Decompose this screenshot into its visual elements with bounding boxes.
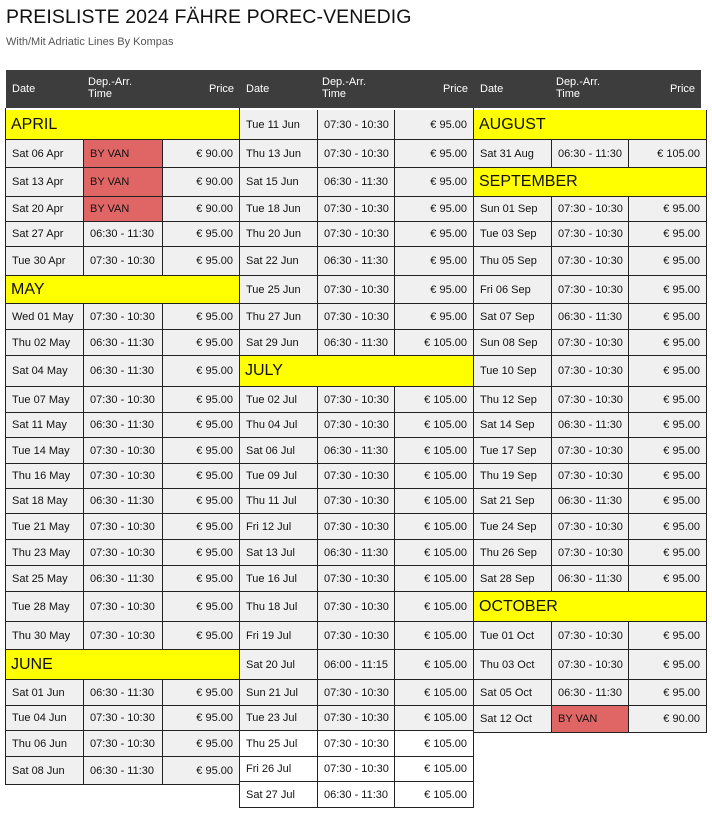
price-cell: € 95.00 [163, 622, 240, 650]
page-subtitle: With/Mit Adriatic Lines By Kompas [6, 36, 174, 48]
time-cell: 07:30 - 10:30 [84, 514, 163, 540]
price-cell: € 95.00 [629, 387, 707, 413]
time-cell: 07:30 - 10:30 [318, 757, 395, 782]
time-cell: 06:30 - 11:30 [552, 566, 629, 592]
date-cell: Thu 27 Jun [240, 304, 318, 330]
price-cell: € 95.00 [163, 592, 240, 622]
date-cell: Thu 20 Jun [240, 222, 318, 247]
price-cell: € 105.00 [395, 438, 474, 464]
price-cell: € 95.00 [629, 680, 707, 706]
date-cell: Sat 01 Jun [6, 680, 84, 706]
time-cell: 07:30 - 10:30 [318, 304, 395, 330]
date-cell: Tue 23 Jul [240, 706, 318, 731]
price-cell: € 95.00 [163, 514, 240, 540]
by-van-cell: BY VAN [552, 706, 629, 733]
date-cell: Thu 05 Sep [474, 247, 552, 276]
price-cell: € 105.00 [395, 757, 474, 782]
date-cell: Thu 16 May [6, 464, 84, 489]
time-cell: 07:30 - 10:30 [84, 706, 163, 731]
month-heading: JULY [240, 356, 474, 387]
date-cell: Tue 09 Jul [240, 464, 318, 489]
price-cell: € 95.00 [629, 438, 707, 464]
date-cell: Tue 04 Jun [6, 706, 84, 731]
date-cell: Sat 20 Apr [6, 197, 84, 222]
date-cell: Sun 21 Jul [240, 680, 318, 706]
date-cell: Sat 08 Jun [6, 757, 84, 785]
header-time: Dep.-Arr. Time [88, 76, 133, 100]
price-cell: € 95.00 [163, 464, 240, 489]
header-price: Price [669, 83, 695, 95]
date-cell: Tue 30 Apr [6, 247, 84, 276]
price-cell: € 95.00 [163, 731, 240, 757]
time-cell: 06:30 - 11:30 [318, 247, 395, 276]
time-cell: 07:30 - 10:30 [318, 413, 395, 438]
price-cell: € 105.00 [395, 540, 474, 566]
price-cell: € 105.00 [395, 387, 474, 413]
by-van-cell: BY VAN [84, 197, 163, 222]
time-cell: 07:30 - 10:30 [84, 387, 163, 413]
header-price: Price [208, 83, 234, 95]
price-cell: € 105.00 [395, 413, 474, 438]
header-date: Date [12, 83, 36, 95]
time-cell: 06:30 - 11:30 [318, 330, 395, 356]
price-cell: € 105.00 [395, 650, 474, 680]
time-cell: 06:30 - 11:30 [84, 413, 163, 438]
price-cell: € 95.00 [629, 514, 707, 540]
page-title: PREISLISTE 2024 FÄHRE POREC-VENEDIG [6, 6, 412, 28]
time-cell: 07:30 - 10:30 [84, 622, 163, 650]
month-heading: JUNE [6, 650, 240, 680]
time-cell: 06:30 - 11:30 [84, 356, 163, 387]
price-cell: € 95.00 [629, 330, 707, 356]
date-cell: Thu 26 Sep [474, 540, 552, 566]
price-cell: € 95.00 [395, 110, 474, 140]
month-heading: SEPTEMBER [474, 168, 707, 197]
time-cell: 07:30 - 10:30 [552, 330, 629, 356]
date-cell: Thu 30 May [6, 622, 84, 650]
time-cell: 06:30 - 11:30 [84, 489, 163, 514]
time-cell: 07:30 - 10:30 [318, 706, 395, 731]
time-cell: 06:30 - 11:30 [552, 680, 629, 706]
price-cell: € 95.00 [163, 706, 240, 731]
price-cell: € 95.00 [163, 247, 240, 276]
price-cell: € 105.00 [395, 731, 474, 757]
time-cell: 06:30 - 11:30 [84, 680, 163, 706]
time-cell: 07:30 - 10:30 [84, 304, 163, 330]
header-time: Dep.-Arr. Time [322, 76, 367, 100]
date-cell: Sat 13 Jul [240, 540, 318, 566]
price-cell: € 90.00 [629, 706, 707, 733]
price-cell: € 95.00 [163, 304, 240, 330]
price-cell: € 95.00 [163, 387, 240, 413]
date-cell: Sat 20 Jul [240, 650, 318, 680]
time-cell: 07:30 - 10:30 [552, 540, 629, 566]
date-cell: Sat 12 Oct [474, 706, 552, 733]
price-cell: € 95.00 [629, 197, 707, 222]
date-cell: Thu 11 Jul [240, 489, 318, 514]
time-cell: 07:30 - 10:30 [552, 464, 629, 489]
price-cell: € 95.00 [629, 304, 707, 330]
header-time: Dep.-Arr. Time [556, 76, 601, 100]
time-cell: 07:30 - 10:30 [552, 247, 629, 276]
date-cell: Sat 14 Sep [474, 413, 552, 438]
date-cell: Sat 06 Jul [240, 438, 318, 464]
date-cell: Tue 01 Oct [474, 622, 552, 650]
time-cell: 07:30 - 10:30 [84, 731, 163, 757]
time-cell: 07:30 - 10:30 [318, 387, 395, 413]
date-cell: Thu 18 Jul [240, 592, 318, 622]
price-cell: € 95.00 [629, 540, 707, 566]
date-cell: Sun 01 Sep [474, 197, 552, 222]
time-cell: 06:30 - 11:30 [318, 438, 395, 464]
date-cell: Thu 12 Sep [474, 387, 552, 413]
month-heading: MAY [6, 276, 240, 304]
date-cell: Tue 24 Sep [474, 514, 552, 540]
date-cell: Sat 31 Aug [474, 140, 552, 168]
time-cell: 06:30 - 11:30 [84, 757, 163, 785]
date-cell: Tue 07 May [6, 387, 84, 413]
price-cell: € 95.00 [163, 757, 240, 785]
month-heading: AUGUST [474, 110, 707, 140]
time-cell: 07:30 - 10:30 [318, 592, 395, 622]
date-cell: Fri 06 Sep [474, 276, 552, 304]
date-cell: Sat 25 May [6, 566, 84, 592]
price-cell: € 105.00 [395, 592, 474, 622]
date-cell: Sat 15 Jun [240, 168, 318, 197]
date-cell: Sun 08 Sep [474, 330, 552, 356]
time-cell: 06:30 - 11:30 [84, 330, 163, 356]
header-price: Price [442, 83, 468, 95]
time-cell: 07:30 - 10:30 [84, 438, 163, 464]
header-date: Date [246, 83, 270, 95]
date-cell: Fri 12 Jul [240, 514, 318, 540]
header-date: Date [480, 83, 504, 95]
date-cell: Thu 13 Jun [240, 140, 318, 168]
date-cell: Sat 04 May [6, 356, 84, 387]
date-cell: Sat 13 Apr [6, 168, 84, 197]
time-cell: 07:30 - 10:30 [552, 438, 629, 464]
price-cell: € 95.00 [163, 330, 240, 356]
time-cell: 06:30 - 11:30 [552, 304, 629, 330]
time-cell: 07:30 - 10:30 [84, 464, 163, 489]
month-heading: APRIL [6, 110, 240, 140]
time-cell: 07:30 - 10:30 [318, 566, 395, 592]
time-cell: 06:30 - 11:30 [84, 566, 163, 592]
price-cell: € 95.00 [163, 413, 240, 438]
time-cell: 06:30 - 11:30 [318, 782, 395, 808]
time-cell: 07:30 - 10:30 [552, 356, 629, 387]
time-cell: 07:30 - 10:30 [318, 731, 395, 757]
date-cell: Tue 16 Jul [240, 566, 318, 592]
time-cell: 06:30 - 11:30 [318, 540, 395, 566]
price-cell: € 105.00 [395, 622, 474, 650]
table-header [6, 70, 240, 108]
price-cell: € 95.00 [163, 222, 240, 247]
price-cell: € 95.00 [395, 304, 474, 330]
date-cell: Tue 28 May [6, 592, 84, 622]
date-cell: Thu 02 May [6, 330, 84, 356]
date-cell: Fri 26 Jul [240, 757, 318, 782]
time-cell: 07:30 - 10:30 [318, 680, 395, 706]
date-cell: Sat 29 Jun [240, 330, 318, 356]
time-cell: 06:30 - 11:30 [318, 168, 395, 197]
date-cell: Sat 06 Apr [6, 140, 84, 168]
time-cell: 07:30 - 10:30 [318, 110, 395, 140]
time-cell: 07:30 - 10:30 [318, 464, 395, 489]
time-cell: 06:30 - 11:30 [552, 489, 629, 514]
by-van-cell: BY VAN [84, 140, 163, 168]
date-cell: Thu 04 Jul [240, 413, 318, 438]
date-cell: Tue 10 Sep [474, 356, 552, 387]
price-cell: € 95.00 [629, 464, 707, 489]
price-cell: € 95.00 [163, 489, 240, 514]
price-cell: € 90.00 [163, 140, 240, 168]
date-cell: Sat 07 Sep [474, 304, 552, 330]
time-cell: 07:30 - 10:30 [552, 276, 629, 304]
price-cell: € 90.00 [163, 168, 240, 197]
date-cell: Sat 11 May [6, 413, 84, 438]
time-cell: 06:30 - 11:30 [552, 413, 629, 438]
price-cell: € 105.00 [395, 680, 474, 706]
time-cell: 07:30 - 10:30 [84, 247, 163, 276]
price-cell: € 95.00 [395, 276, 474, 304]
time-cell: 07:30 - 10:30 [552, 197, 629, 222]
date-cell: Thu 19 Sep [474, 464, 552, 489]
date-cell: Tue 03 Sep [474, 222, 552, 247]
price-cell: € 95.00 [163, 566, 240, 592]
date-cell: Sat 21 Sep [474, 489, 552, 514]
price-cell: € 105.00 [395, 514, 474, 540]
price-cell: € 105.00 [395, 566, 474, 592]
price-cell: € 95.00 [629, 622, 707, 650]
price-cell: € 105.00 [395, 706, 474, 731]
date-cell: Thu 23 May [6, 540, 84, 566]
time-cell: 07:30 - 10:30 [318, 140, 395, 168]
price-cell: € 95.00 [163, 540, 240, 566]
time-cell: 07:30 - 10:30 [84, 592, 163, 622]
date-cell: Sat 22 Jun [240, 247, 318, 276]
price-cell: € 95.00 [395, 168, 474, 197]
price-cell: € 95.00 [629, 356, 707, 387]
price-cell: € 90.00 [163, 197, 240, 222]
time-cell: 07:30 - 10:30 [552, 222, 629, 247]
table-header [240, 70, 474, 108]
time-cell: 07:30 - 10:30 [552, 514, 629, 540]
table-header [474, 70, 701, 108]
date-cell: Tue 17 Sep [474, 438, 552, 464]
price-cell: € 95.00 [163, 356, 240, 387]
date-cell: Thu 06 Jun [6, 731, 84, 757]
time-cell: 07:30 - 10:30 [84, 540, 163, 566]
price-cell: € 95.00 [395, 247, 474, 276]
price-cell: € 105.00 [395, 782, 474, 808]
time-cell: 07:30 - 10:30 [318, 622, 395, 650]
time-cell: 06:00 - 11:15 [318, 650, 395, 680]
date-cell: Sat 27 Apr [6, 222, 84, 247]
date-cell: Tue 18 Jun [240, 197, 318, 222]
month-heading: OCTOBER [474, 592, 707, 622]
price-cell: € 95.00 [163, 680, 240, 706]
time-cell: 07:30 - 10:30 [318, 197, 395, 222]
date-cell: Thu 03 Oct [474, 650, 552, 680]
date-cell: Sat 27 Jul [240, 782, 318, 808]
price-cell: € 105.00 [395, 330, 474, 356]
by-van-cell: BY VAN [84, 168, 163, 197]
date-cell: Sat 18 May [6, 489, 84, 514]
price-cell: € 105.00 [395, 489, 474, 514]
time-cell: 06:30 - 11:30 [84, 222, 163, 247]
time-cell: 07:30 - 10:30 [552, 650, 629, 680]
date-cell: Tue 25 Jun [240, 276, 318, 304]
price-cell: € 95.00 [629, 489, 707, 514]
date-cell: Tue 11 Jun [240, 110, 318, 140]
date-cell: Tue 02 Jul [240, 387, 318, 413]
time-cell: 07:30 - 10:30 [552, 622, 629, 650]
price-cell: € 95.00 [629, 650, 707, 680]
price-cell: € 95.00 [629, 247, 707, 276]
date-cell: Tue 14 May [6, 438, 84, 464]
price-cell: € 95.00 [629, 413, 707, 438]
price-cell: € 95.00 [163, 438, 240, 464]
price-cell: € 95.00 [395, 222, 474, 247]
price-cell: € 105.00 [395, 464, 474, 489]
time-cell: 07:30 - 10:30 [318, 276, 395, 304]
price-cell: € 95.00 [629, 566, 707, 592]
date-cell: Sat 05 Oct [474, 680, 552, 706]
price-cell: € 95.00 [629, 222, 707, 247]
date-cell: Thu 25 Jul [240, 731, 318, 757]
date-cell: Tue 21 May [6, 514, 84, 540]
price-cell: € 105.00 [629, 140, 707, 168]
time-cell: 07:30 - 10:30 [318, 489, 395, 514]
time-cell: 07:30 - 10:30 [318, 514, 395, 540]
time-cell: 06:30 - 11:30 [552, 140, 629, 168]
date-cell: Sat 28 Sep [474, 566, 552, 592]
date-cell: Fri 19 Jul [240, 622, 318, 650]
time-cell: 07:30 - 10:30 [318, 222, 395, 247]
price-cell: € 95.00 [395, 140, 474, 168]
price-cell: € 95.00 [629, 276, 707, 304]
time-cell: 07:30 - 10:30 [552, 387, 629, 413]
price-cell: € 95.00 [395, 197, 474, 222]
date-cell: Wed 01 May [6, 304, 84, 330]
